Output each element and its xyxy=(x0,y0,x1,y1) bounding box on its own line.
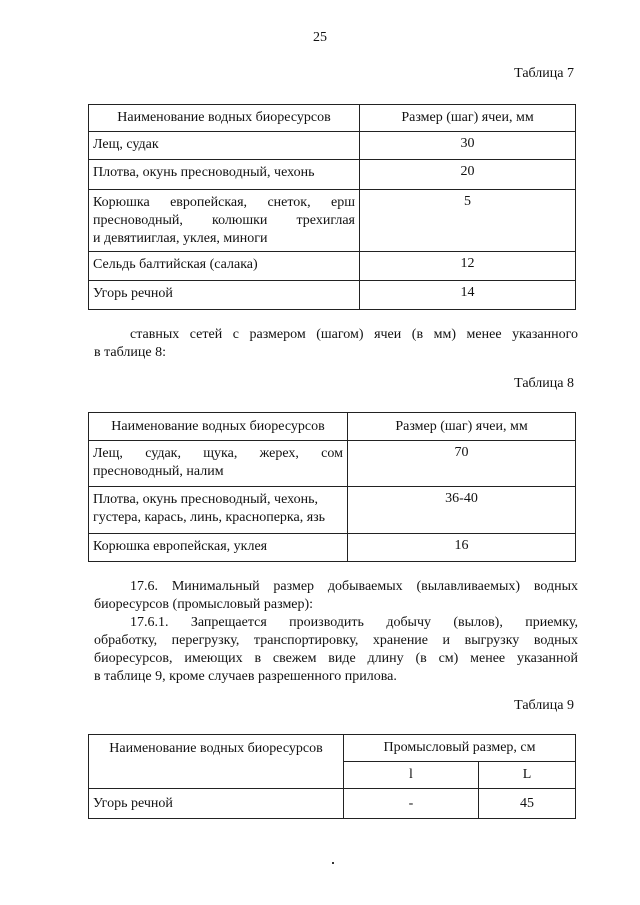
table9-header-size: Промысловый размер, см xyxy=(344,735,576,762)
table7-row-value: 30 xyxy=(360,132,576,160)
table7-row-value: 12 xyxy=(360,252,576,281)
paragraph-continuation: ставных сетей с размером (шагом) ячеи (в мм) менее указанного в таблице 8: xyxy=(94,327,578,360)
table7-row-name: Угорь речной xyxy=(89,281,360,310)
table-row xyxy=(89,190,576,252)
table-row xyxy=(89,534,576,562)
table9 xyxy=(88,734,576,819)
table9-header-name: Наименование водных биоресурсов xyxy=(89,735,344,789)
table8 xyxy=(88,412,576,562)
table7-row-name: Сельдь балтийская (салака) xyxy=(89,252,360,281)
table7-row-value: 14 xyxy=(360,281,576,310)
table-row xyxy=(89,487,576,534)
table9-subheader-l: l xyxy=(344,762,479,789)
table7-row-name: Плотва, окунь пресноводный, чехонь xyxy=(89,160,360,190)
paragraph-17-6: 17.6. Минимальный размер добываемых (вылавливаемых) водных биоресурсов (промысловый размер): 17.6.1. Запрещается производить добычу (вылов), приемку, обработку, перегрузку, транспортировку, хранение и выгрузку водных биоресурсов, имеющих в свежем виде длину (в см) менее указанной в таблице 9, кроме случаев разрешенного прилова. xyxy=(94,579,578,684)
table8-header-size: Размер (шаг) ячеи, мм xyxy=(348,413,576,441)
table8-caption: Таблица 8 xyxy=(514,376,574,391)
table7-row-value: 20 xyxy=(360,160,576,190)
table7 xyxy=(88,104,576,310)
table9-row-L: 45 xyxy=(479,789,576,819)
table7-header-name: Наименование водных биоресурсов xyxy=(89,105,360,132)
table8-row-name: Плотва, окунь пресноводный, чехонь, густера, карась, линь, красноперка, язь xyxy=(89,487,348,534)
table-row xyxy=(89,441,576,487)
table-row xyxy=(89,252,576,281)
table7-row-name: Корюшка европейская, снеток, ерш пресноводный, колюшки трехиглая и девятииглая, уклея, миноги xyxy=(89,190,360,252)
table9-row-l: - xyxy=(344,789,479,819)
table8-row-value: 36-40 xyxy=(348,487,576,534)
page-number: 25 xyxy=(313,30,327,45)
table8-row-value: 16 xyxy=(348,534,576,562)
table7-row-value: 5 xyxy=(360,190,576,252)
table8-row-value: 70 xyxy=(348,441,576,487)
table9-subheader-L: L xyxy=(479,762,576,789)
table7-row-name: Лещ, судак xyxy=(89,132,360,160)
table8-row-name: Корюшка европейская, уклея xyxy=(89,534,348,562)
table7-caption: Таблица 7 xyxy=(514,66,574,81)
table-row xyxy=(89,281,576,310)
table8-row-name: Лещ, судак, щука, жерех, сом пресноводный, налим xyxy=(89,441,348,487)
table8-header-name: Наименование водных биоресурсов xyxy=(89,413,348,441)
table-row xyxy=(89,160,576,190)
scan-speck xyxy=(332,862,334,864)
table-row xyxy=(89,789,576,819)
table9-caption: Таблица 9 xyxy=(514,698,574,713)
table-row xyxy=(89,132,576,160)
table7-header-size: Размер (шаг) ячеи, мм xyxy=(360,105,576,132)
table9-row-name: Угорь речной xyxy=(89,789,344,819)
